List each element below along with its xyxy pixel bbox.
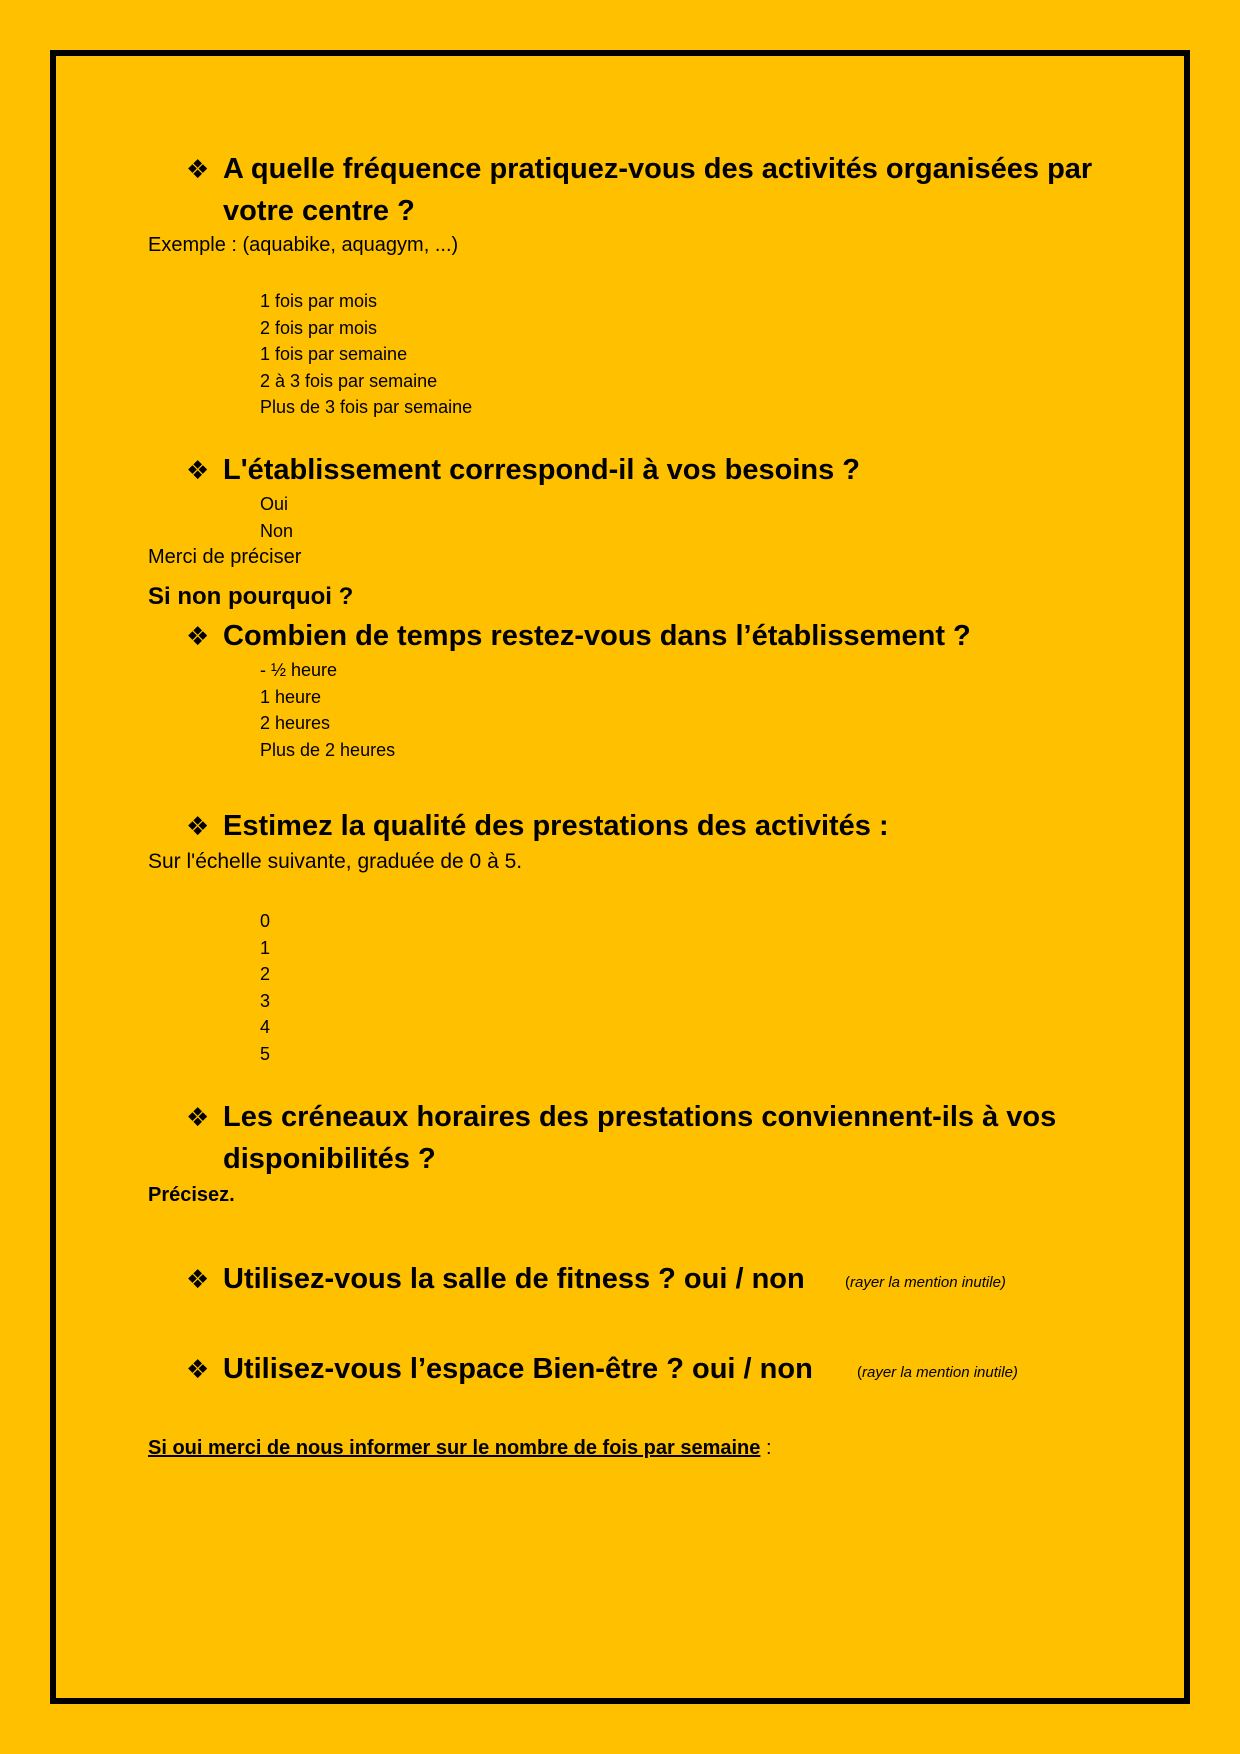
footer-colon: : <box>760 1437 772 1459</box>
bullet-icon: ❖ <box>186 455 210 485</box>
option: 4 <box>260 1017 271 1037</box>
option: Oui <box>260 494 289 514</box>
option: 0 <box>260 911 271 931</box>
question-7 <box>186 1348 886 1390</box>
bullet-icon: ❖ <box>186 154 210 184</box>
option: Non <box>260 520 294 541</box>
bullet-icon: ❖ <box>186 621 210 651</box>
note-text: rayer la mention inutile) <box>850 1274 1006 1291</box>
question-4 <box>186 805 1106 847</box>
note-paren: ( <box>845 1274 850 1291</box>
question-2-why-not: Si non pourquoi ? <box>148 583 354 610</box>
footer-underlined: Si oui merci de nous informer sur le nombre de fois par semaine <box>148 1437 761 1459</box>
question-3-title: Combien de temps restez-vous dans l’établissement ? <box>223 620 971 652</box>
question-7-note <box>857 1364 1018 1381</box>
option: 2 à 3 fois par semaine <box>260 370 438 391</box>
option: 1 <box>260 937 271 958</box>
question-6 <box>186 1258 886 1300</box>
option: 2 fois par mois <box>260 317 378 338</box>
question-5 <box>186 1096 1106 1180</box>
question-1-example: Exemple : (aquabike, aquagym, ...) <box>148 234 459 256</box>
option: 2 heures <box>260 713 331 733</box>
question-4-title: Estimez la qualité des prestations des activités : <box>223 810 889 842</box>
bullet-icon: ❖ <box>186 811 210 841</box>
note-paren: ( <box>857 1364 862 1381</box>
option: 5 <box>260 1043 271 1064</box>
question-5-title: Les créneaux horaires des prestations conviennent-ils à vos disponibilités ? <box>223 1101 1057 1175</box>
option: 1 heure <box>260 686 322 707</box>
question-2-options <box>260 491 293 544</box>
bullet-icon: ❖ <box>186 1264 210 1294</box>
option: Plus de 3 fois par semaine <box>260 397 473 417</box>
question-2-precise: Merci de préciser <box>148 546 302 568</box>
note-text: rayer la mention inutile) <box>862 1364 1018 1381</box>
bullet-icon: ❖ <box>186 1102 210 1132</box>
question-1 <box>186 148 1106 232</box>
question-7-title: Utilisez-vous l’espace Bien-être ? oui / non <box>223 1353 813 1385</box>
question-2-title: L'établissement correspond-il à vos besoins ? <box>223 454 861 486</box>
question-1-title: A quelle fréquence pratiquez-vous des activités organisées par votre centre ? <box>223 153 1093 227</box>
question-5-precise: Précisez. <box>148 1184 235 1206</box>
question-3-options <box>260 657 395 763</box>
question-2 <box>186 449 1106 491</box>
question-6-title: Utilisez-vous la salle de fitness ? oui / non <box>223 1263 805 1295</box>
question-6-note <box>845 1274 1006 1291</box>
option: 1 fois par mois <box>260 291 378 311</box>
question-4-options <box>260 908 270 1067</box>
question-1-options <box>260 288 472 421</box>
option: Plus de 2 heures <box>260 739 396 760</box>
footer-line <box>148 1435 772 1461</box>
option: 2 <box>260 964 271 984</box>
bullet-icon: ❖ <box>186 1354 210 1384</box>
option: - ½ heure <box>260 660 338 680</box>
option: 1 fois par semaine <box>260 344 408 364</box>
question-3 <box>186 615 1106 657</box>
option: 3 <box>260 990 271 1011</box>
question-4-scale-text: Sur l'échelle suivante, graduée de 0 à 5. <box>148 850 523 873</box>
